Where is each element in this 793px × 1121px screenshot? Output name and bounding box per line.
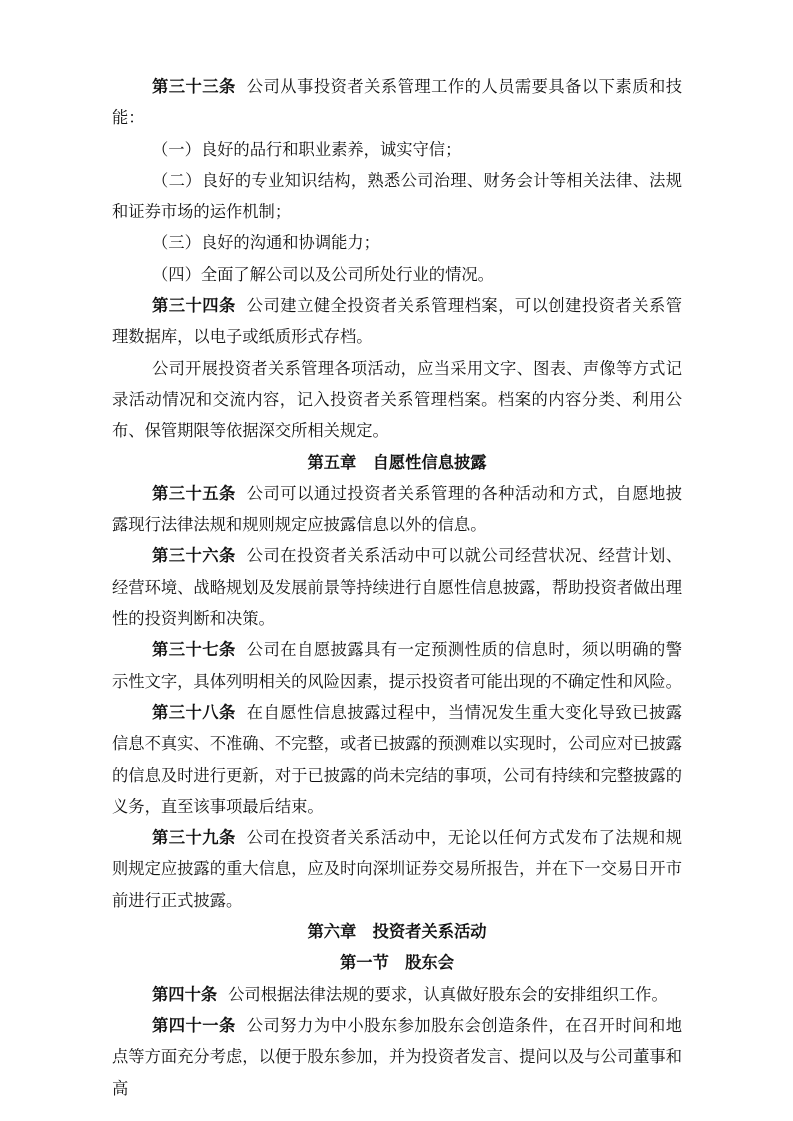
- article-text: 公司根据法律法规的要求，认真做好股东会的安排组织工作。: [228, 984, 668, 1004]
- article-clause-34: [112, 290, 682, 353]
- article-clause-35: [112, 478, 682, 541]
- article-number: 第三十九条: [152, 828, 236, 848]
- article-clause-36: [112, 540, 682, 634]
- list-item-3: （三）良好的沟通和协调能力；: [152, 233, 380, 253]
- list-item-4: （四）全面了解公司以及公司所处行业的情况。: [152, 264, 494, 284]
- article-text: 公司从事投资者关系管理工作的人员需要具备以下素质和技能：: [112, 77, 682, 128]
- article-text: 公司在投资者关系活动中，无论以任何方式发布了法规和规则规定应披露的重大信息，应及时向深圳证券交易所报告，并在下一交易日开市前进行正式披露。: [112, 828, 682, 910]
- article-clause-33: [112, 71, 682, 134]
- article-number: 第三十五条: [152, 483, 236, 503]
- section-heading-1: 第一节 股东会: [340, 953, 454, 973]
- list-item-1: （一）良好的品行和职业素养，诚实守信；: [152, 139, 462, 159]
- body-paragraph: 公司开展投资者关系管理各项活动，应当采用文字、图表、声像等方式记录活动情况和交流内容，记入投资者关系管理档案。档案的内容分类、利用公布、保管期限等依据深交所相关规定。: [112, 358, 682, 441]
- article-clause-41: [112, 1010, 682, 1104]
- article-number: 第三十三条: [152, 77, 236, 96]
- article-text: 公司努力为中小股东参加股东会创造条件，在召开时间和地点等方面充分考虑，以便于股东参加，并为投资者发言、提问以及与公司董事和高: [112, 1015, 682, 1098]
- article-clause-40: [112, 979, 682, 1010]
- article-number: 第三十七条: [152, 640, 236, 660]
- article-text: 公司可以通过投资者关系管理的各种活动和方式，自愿地披露现行法律法规和规则规定应披露信息以外的信息。: [112, 483, 682, 535]
- chapter-heading-6: 第六章 投资者关系活动: [307, 922, 487, 942]
- article-text: 公司在投资者关系活动中可以就公司经营状况、经营计划、经营环境、战略规划及发展前景等持续进行自愿性信息披露，帮助投资者做出理性的投资判断和决策。: [112, 546, 682, 629]
- article-number: 第三十六条: [152, 546, 236, 566]
- article-clause-38: [112, 697, 682, 822]
- article-number: 第三十八条: [152, 702, 236, 722]
- article-text: 在自愿性信息披露过程中，当情况发生重大变化导致已披露信息不真实、不准确、不完整，或者已披露的预测难以实现时，公司应对已披露的信息及时进行更新，对于已披露的尚未完结的事项，公司有持续和完整披露的义务，直至该事项最后结束。: [112, 702, 682, 816]
- article-text: 公司建立健全投资者关系管理档案，可以创建投资者关系管理数据库，以电子或纸质形式存档。: [112, 296, 682, 347]
- article-clause-37: [112, 634, 682, 697]
- article-number: 第三十四条: [152, 296, 236, 316]
- article-number: 第四十条: [152, 984, 218, 1004]
- article-number: 第四十一条: [152, 1015, 236, 1035]
- list-item-2: （二）良好的专业知识结构，熟悉公司治理、财务会计等相关法律、法规和证券市场的运作机制；: [112, 170, 682, 222]
- article-text: 公司在自愿披露具有一定预测性质的信息时，须以明确的警示性文字，具体列明相关的风险因素，提示投资者可能出现的不确定性和风险。: [112, 640, 682, 691]
- article-clause-39: [112, 822, 682, 916]
- chapter-heading-5: 第五章 自愿性信息披露: [307, 452, 487, 472]
